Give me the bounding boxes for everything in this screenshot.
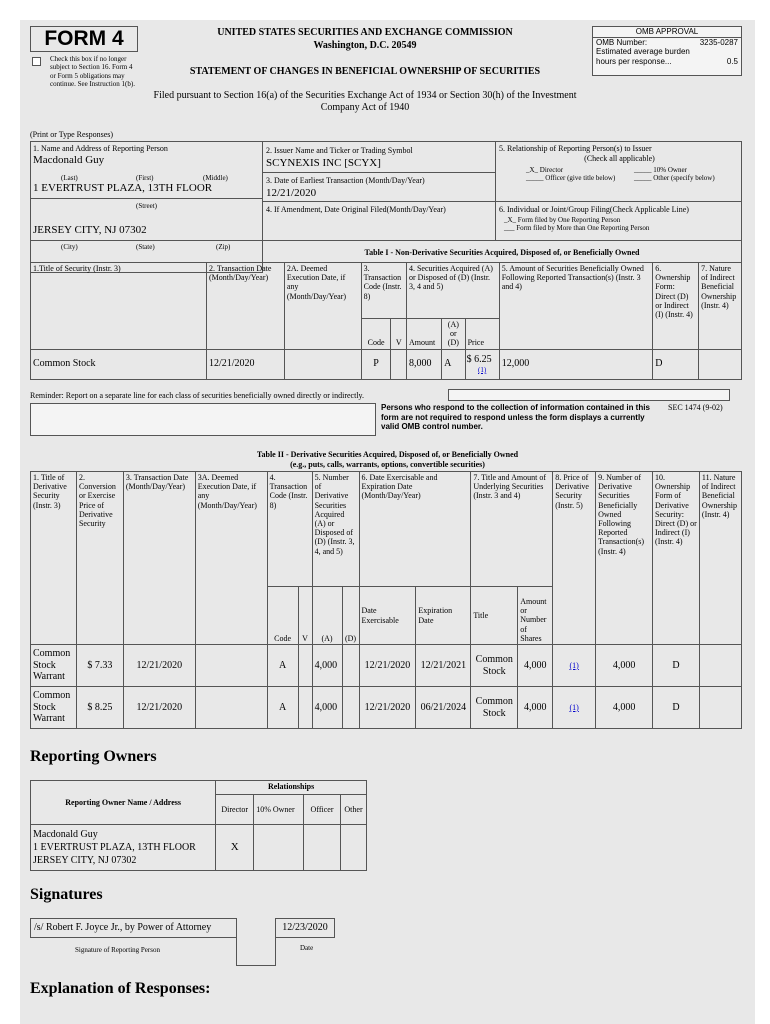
signature-label: Signature of Reporting Person <box>75 946 160 954</box>
form-page <box>20 20 755 1024</box>
table-row <box>31 825 367 871</box>
state-label: (State) <box>136 243 155 251</box>
hours-value: 0.5 <box>726 56 738 66</box>
street-label: (Street) <box>136 202 157 210</box>
t2-row2-und-amount: 4,000 <box>518 687 553 729</box>
box-relationship <box>495 141 742 202</box>
t2-row1-footnote-link[interactable]: (1) <box>553 645 596 687</box>
t2-sub-d: (D) <box>342 587 359 645</box>
filing-option-2: ___ Form filed by More than One Reporting Person <box>504 224 650 232</box>
ro-street: 1 EVERTRUST PLAZA, 13TH FLOOR <box>33 842 196 853</box>
reporting-person-name: Macdonald Guy <box>33 154 105 166</box>
filing-option-1: _X_ Form filed by One Reporting Person <box>504 216 621 224</box>
statement-title: STATEMENT OF CHANGES IN BENEFICIAL OWNERSHIP OF SECURITIES <box>189 66 541 77</box>
box5-sub: (Check all applicable) <box>584 154 655 163</box>
explanation-heading: Explanation of Responses: <box>30 980 211 997</box>
t2-row1-title: Common Stock Warrant <box>31 645 77 687</box>
t2-row1-und-title: Common Stock <box>471 645 518 687</box>
t1-h1: 1.Title of Security (Instr. 3) <box>31 263 207 350</box>
t2-sub-title: Title <box>471 587 518 645</box>
earliest-date-value: 12/21/2020 <box>266 187 317 199</box>
t2-row1-code: A <box>267 645 298 687</box>
t1-row-owned: 12,000 <box>499 349 653 379</box>
t2-h6: 6. Date Exercisable and Expiration Date (Month/Day/Year) <box>359 472 471 587</box>
zip-label: (Zip) <box>216 243 231 251</box>
box2-label: 2. Issuer Name and Ticker or Trading Symbol <box>266 146 413 155</box>
t2-sub-a: (A) <box>312 587 342 645</box>
t2-row2-footnote-link[interactable]: (1) <box>553 687 596 729</box>
reporting-owners-table <box>30 780 367 871</box>
agency-name: UNITED STATES SECURITIES AND EXCHANGE COMMISSION <box>217 27 513 38</box>
t2-sub-code: Code <box>267 587 298 645</box>
ro-col-owner: 10% Owner <box>254 795 304 825</box>
checkbox-text: Check this box if no longer subject to Section 16. Form 4 or Form 5 obligations may continue. See Instruction 1(b). <box>50 55 135 89</box>
t2-row1-a: 4,000 <box>312 645 342 687</box>
t2-row2-title: Common Stock Warrant <box>31 687 77 729</box>
table-row <box>31 687 742 729</box>
t2-row1-date: 12/21/2020 <box>123 645 195 687</box>
signature-date: 12/23/2020 <box>282 922 328 933</box>
t2-sub-expiration: Expiration Date <box>416 587 471 645</box>
t1-row-form: D <box>653 349 699 379</box>
t2-row1-price: $ 7.33 <box>76 645 123 687</box>
box-filing-type <box>495 201 742 241</box>
last-label: (Last) <box>61 174 78 182</box>
director-option: _X_ Director <box>526 166 564 174</box>
t2-h3a: 3A. Deemed Execution Date, if any (Month/Day/Year) <box>195 472 267 645</box>
ro-name: Macdonald Guy <box>33 829 98 840</box>
hours-label: hours per response... <box>596 56 672 66</box>
t1-h7: 7. Nature of Indirect Beneficial Ownership (Instr. 4) <box>699 263 742 350</box>
box-issuer <box>262 141 496 173</box>
burden-label: Estimated average burden <box>596 47 690 57</box>
signature-date-box <box>275 918 335 938</box>
t2-h2: 2. Conversion or Exercise Price of Derivative Security <box>76 472 123 645</box>
table1 <box>30 262 742 380</box>
t1-row-title: Common Stock <box>31 349 207 379</box>
print-note: (Print or Type Responses) <box>30 130 114 139</box>
t1-sub-amount: Amount <box>406 319 441 350</box>
filed-pursuant-text: Filed pursuant to Section 16(a) of the Securities Exchange Act of 1934 or Section 30(h) of the Investment Company Act of 1940 <box>153 90 577 113</box>
t2-row2-expiration: 06/21/2024 <box>416 687 471 729</box>
box-reporting-person <box>30 141 263 273</box>
signature-value: /s/ Robert F. Joyce Jr., by Power of Attorney <box>34 922 212 933</box>
t2-sub-v: V <box>298 587 312 645</box>
signature-box <box>30 918 237 938</box>
omb-number-label: OMB Number: <box>596 37 648 47</box>
t1-sub-price: Price <box>465 319 499 350</box>
t2-sub-amount: Amount or Number of Shares <box>518 587 553 645</box>
other-option: _____ Other (specify below) <box>634 174 715 182</box>
first-label: (First) <box>136 174 154 182</box>
form-title: FORM 4 <box>30 26 138 52</box>
table2-title: Table II - Derivative Securities Acquired, Disposed of, or Beneficially Owned <box>256 450 519 459</box>
table2 <box>30 471 742 729</box>
t1-h2: 2. Transaction Date (Month/Day/Year) <box>206 263 284 350</box>
issuer-value: SCYNEXIS INC [SCYX] <box>266 157 381 169</box>
t1-sub-v: V <box>391 319 406 350</box>
ro-col-other: Other <box>341 795 367 825</box>
t2-h11: 11. Nature of Indirect Beneficial Ownership (Instr. 4) <box>699 472 741 645</box>
city-label: (City) <box>61 243 78 251</box>
middle-label: (Middle) <box>203 174 228 182</box>
t1-row-aord: A <box>442 349 465 379</box>
t2-row1-und-amount: 4,000 <box>518 645 553 687</box>
t1-row-code: P <box>361 349 391 379</box>
t1-h4: 4. Securities Acquired (A) or Disposed of (D) (Instr. 3, 4 and 5) <box>406 263 499 319</box>
t1-h5: 5. Amount of Securities Beneficially Owned Following Reported Transaction(s) (Instr. 3 and 4) <box>499 263 653 350</box>
persons-note: Persons who respond to the collection of information contained in this form are not required to respond unless the form displays a currently valid OMB control number. <box>381 403 650 432</box>
omb-approval-box <box>592 26 742 76</box>
t2-row2-price: $ 8.25 <box>76 687 123 729</box>
t2-row2-und-title: Common Stock <box>471 687 518 729</box>
agency-city: Washington, D.C. 20549 <box>313 40 417 51</box>
t2-h8: 8. Price of Derivative Security (Instr. 5) <box>553 472 596 645</box>
ro-col-name: Reporting Owner Name / Address <box>31 781 216 825</box>
city-value: JERSEY CITY, NJ 07302 <box>33 224 147 236</box>
t2-h9: 9. Number of Derivative Securities Beneficially Owned Following Reported Transaction(s) (Instr. 4) <box>596 472 653 645</box>
t2-row2-code: A <box>267 687 298 729</box>
signatures-heading: Signatures <box>30 886 103 903</box>
ro-director-mark: X <box>216 825 254 871</box>
t1-row-footnote-link[interactable]: (1) <box>478 365 487 374</box>
t2-h4: 4. Transaction Code (Instr. 8) <box>267 472 312 587</box>
date-label: Date <box>300 944 314 952</box>
t2-row1-owned: 4,000 <box>596 645 653 687</box>
t2-row2-form: D <box>653 687 700 729</box>
omb-number: 3235-0287 <box>699 37 738 47</box>
box-amendment <box>262 201 496 241</box>
t2-h1: 1. Title of Derivative Security (Instr. 3) <box>31 472 77 645</box>
no-longer-subject-checkbox[interactable] <box>32 57 41 66</box>
t2-row1-exercisable: 12/21/2020 <box>359 645 416 687</box>
box6-label: 6. Individual or Joint/Group Filing(Check Applicable Line) <box>499 205 689 214</box>
t2-row1-expiration: 12/21/2021 <box>416 645 471 687</box>
reminder-text: Reminder: Report on a separate line for each class of securities beneficially owned directly or indirectly. <box>30 391 365 400</box>
ro-city: JERSEY CITY, NJ 07302 <box>33 855 137 866</box>
table2-subtitle: (e.g., puts, calls, warrants, options, convertible securities) <box>290 460 485 469</box>
t2-row2-date: 12/21/2020 <box>123 687 195 729</box>
t1-h6: 6. Ownership Form: Direct (D) or Indirect (I) (Instr. 4) <box>653 263 699 350</box>
t2-h3: 3. Transaction Date (Month/Day/Year) <box>123 472 195 645</box>
t2-row2-owned: 4,000 <box>596 687 653 729</box>
t1-h2a: 2A. Deemed Execution Date, if any (Month/Day/Year) <box>284 263 361 350</box>
ro-col-relationships: Relationships <box>216 781 367 795</box>
box3-label: 3. Date of Earliest Transaction (Month/Day/Year) <box>266 176 425 185</box>
t1-sub-code: Code <box>361 319 391 350</box>
t1-row-date: 12/21/2020 <box>206 349 284 379</box>
officer-option: _____ Officer (give title below) <box>526 174 616 182</box>
t2-row2-exercisable: 12/21/2020 <box>359 687 416 729</box>
reporting-owners-heading: Reporting Owners <box>30 748 157 765</box>
t1-row-price <box>465 349 499 379</box>
t2-sub-exercisable: Date Exercisable <box>359 587 416 645</box>
t2-h10: 10. Ownership Form of Derivative Security: Direct (D) or Indirect (I) (Instr. 4) <box>653 472 700 645</box>
owner-option: _____ 10% Owner <box>634 166 687 174</box>
box4-label: 4. If Amendment, Date Original Filed(Month/Day/Year) <box>266 205 446 214</box>
t2-h7: 7. Title and Amount of Underlying Securities (Instr. 3 and 4) <box>471 472 553 587</box>
box-earliest-date <box>262 172 496 202</box>
table-row <box>31 645 742 687</box>
t2-row1-form: D <box>653 645 700 687</box>
ro-col-director: Director <box>216 795 254 825</box>
sec-code: SEC 1474 (9-02) <box>668 403 723 412</box>
box5-label: 5. Relationship of Reporting Person(s) to Issuer <box>499 144 652 153</box>
table-row <box>31 349 742 379</box>
box1-label: 1. Name and Address of Reporting Person <box>33 144 168 153</box>
t2-row2-a: 4,000 <box>312 687 342 729</box>
ro-col-officer: Officer <box>304 795 341 825</box>
t1-row-price-value: $ 6.25 <box>466 354 492 366</box>
t1-sub-aord: (A) or (D) <box>442 319 465 350</box>
street-value: 1 EVERTRUST PLAZA, 13TH FLOOR <box>33 182 213 194</box>
omb-title: OMB APPROVAL <box>593 27 741 38</box>
t1-row-amount: 8,000 <box>406 349 441 379</box>
t2-h5: 5. Number of Derivative Securities Acquired (A) or Disposed of (D) (Instr. 3, 4, and 5) <box>312 472 359 587</box>
t1-h3: 3. Transaction Code (Instr. 8) <box>361 263 406 319</box>
table1-title: Table I - Non-Derivative Securities Acquired, Disposed of, or Beneficially Owned <box>262 240 742 263</box>
